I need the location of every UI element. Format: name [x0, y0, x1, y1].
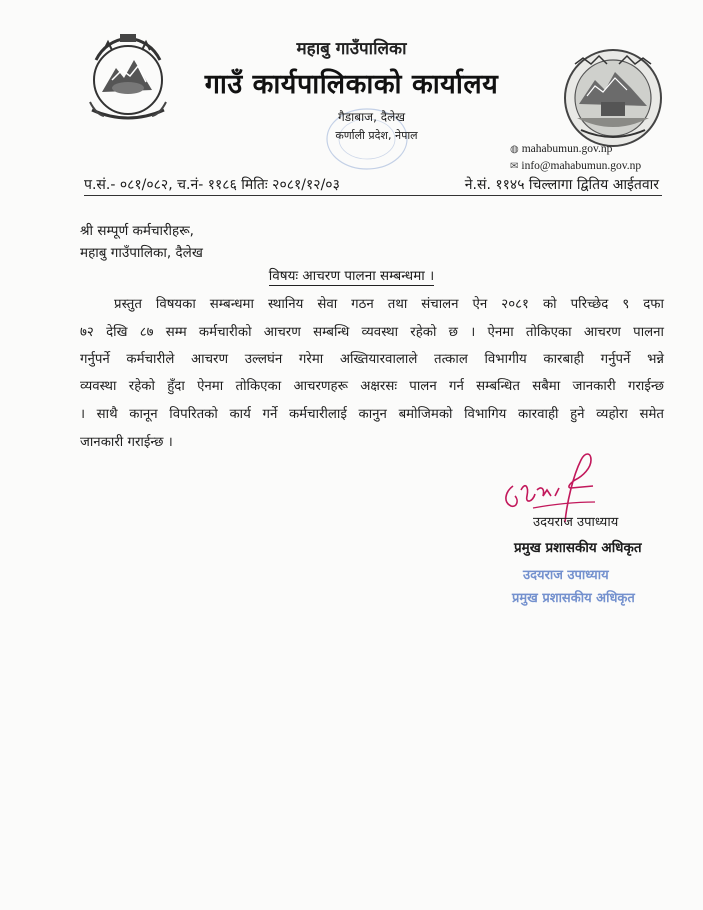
reference-line [84, 175, 659, 194]
email-text: info@mahabumun.gov.np [521, 160, 642, 172]
office-title: गाउँ कार्यपालिकाको कार्यालय [204, 69, 499, 100]
addressee-line-2: महाबु गाउँपालिका, दैलेख [80, 245, 203, 261]
subject-line [0, 266, 703, 284]
body-line: जानकारी गराईन्छ । [80, 435, 173, 450]
contact-email [510, 160, 641, 172]
stamp-title: प्रमुख प्रशासकीय अधिकृत [512, 591, 635, 606]
mail-icon: ✉ [510, 161, 519, 172]
office-location: गैडाबाज, दैलेख [337, 110, 406, 124]
municipality-name: महाबु गाउँपालिका [296, 39, 407, 59]
body-line: प्रस्तुत विषयका सम्बन्धमा स्थानिय सेवा गठन तथा संचालन ऐन २०८१ को परिच्छेद ९ दफा [114, 297, 664, 312]
signatory-name: उदयराज उपाध्याय [533, 515, 619, 530]
website-text: mahabumun.gov.np [521, 143, 613, 155]
office-province: कर्णाली प्रदेश, नेपाल [335, 129, 418, 142]
contact-website [510, 143, 612, 155]
body-line: ७२ देखि ८७ सम्म कर्मचारीको आचरण सम्बन्धि व्यवस्था रहेको छ । ऐनमा तोकिएका आचरण पालना [80, 325, 664, 340]
header-divider [84, 195, 662, 196]
reference-number-date: प.सं.- ०८१/०८२, च.नं- ११८६ मितिः २०८१/१२/०३ [84, 177, 340, 193]
body-line: । साथै कानून विपरितको कार्य गर्ने कर्मचारीलाई कानुन बमोजिमको विभागिय कारवाही हुने व्यहोरा समेत [80, 407, 664, 422]
addressee-line-1: श्री सम्पूर्ण कर्मचारीहरू, [80, 223, 194, 239]
globe-icon: ◍ [510, 144, 519, 155]
body-line: गर्नुपर्ने कर्मचारीले आचरण उल्लघंन गरेमा अख्तियारवालाले तत्काल विभागीय कारबाही गर्नुपर्ने भन्ने [80, 352, 664, 367]
stamp-name: उदयराज उपाध्याय [523, 568, 609, 583]
body-line: व्यवस्था रहेको हुँदा ऐनमा तोकिएका आचरणहरू अक्षरसः पालन गर्न सम्बन्धित सबैमा जानकारी गराईन्छ [80, 379, 664, 394]
subject-text: विषयः आचरण पालना सम्बन्धमा । [268, 268, 435, 284]
nepal-sambat-date: ने.सं. ११४५ चिल्लागा द्वितिय आईतवार [464, 177, 659, 193]
signatory-title: प्रमुख प्रशासकीय अधिकृत [514, 540, 642, 556]
